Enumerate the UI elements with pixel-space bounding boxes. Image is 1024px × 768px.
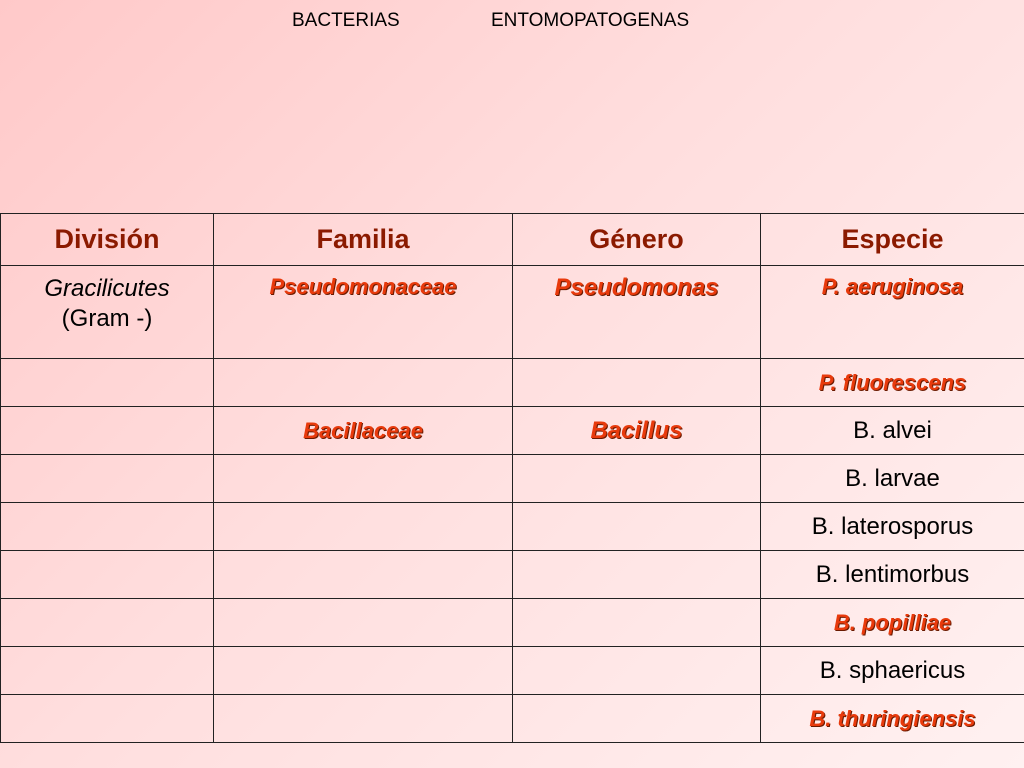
division-cell [1, 551, 214, 599]
genero-cell [513, 455, 761, 503]
especie-cell: P. aeruginosa [761, 266, 1024, 359]
table-row [1, 695, 1024, 743]
genero-cell: Pseudomonas [513, 266, 761, 359]
table-row [1, 455, 1024, 503]
division-cell [1, 455, 214, 503]
familia-cell [214, 599, 513, 647]
familia-cell: Bacillaceae [214, 407, 513, 455]
division-cell [1, 503, 214, 551]
especie-cell: B. popilliae [761, 599, 1024, 647]
division-gram: (Gram -) [61, 305, 153, 332]
table-header-row [1, 214, 1024, 266]
familia-cell [214, 503, 513, 551]
genero-cell [513, 551, 761, 599]
table-row [1, 359, 1024, 407]
header-familia: Familia [214, 214, 513, 266]
title-part-2: ENTOMOPATOGENAS [491, 10, 690, 31]
table-row [1, 266, 1024, 359]
header-division: División [1, 214, 214, 266]
familia-cell [214, 359, 513, 407]
especie-cell: P. fluorescens [761, 359, 1024, 407]
genero-cell: Bacillus [513, 407, 761, 455]
familia-cell [214, 647, 513, 695]
header-genero: Género [513, 214, 761, 266]
table-row [1, 599, 1024, 647]
especie-cell: B. lentimorbus [761, 551, 1024, 599]
division-name: Gracilicutes [44, 275, 170, 302]
division-cell [1, 266, 214, 359]
header-especie: Especie [761, 214, 1024, 266]
table-row [1, 503, 1024, 551]
table-row [1, 407, 1024, 455]
genero-cell [513, 647, 761, 695]
division-cell [1, 407, 214, 455]
especie-cell: B. larvae [761, 455, 1024, 503]
title-part-1: BACTERIAS [292, 10, 400, 31]
especie-cell: B. laterosporus [761, 503, 1024, 551]
division-cell [1, 359, 214, 407]
familia-cell [214, 551, 513, 599]
division-cell [1, 599, 214, 647]
genero-cell [513, 503, 761, 551]
especie-cell: B. alvei [761, 407, 1024, 455]
especie-cell: B. thuringiensis [761, 695, 1024, 743]
division-cell [1, 647, 214, 695]
familia-cell [214, 695, 513, 743]
familia-cell: Pseudomonaceae [214, 266, 513, 359]
taxonomy-table [0, 213, 1024, 743]
especie-cell: B. sphaericus [761, 647, 1024, 695]
slide-title [0, 10, 1024, 34]
genero-cell [513, 359, 761, 407]
genero-cell [513, 695, 761, 743]
familia-cell [214, 455, 513, 503]
table-row [1, 647, 1024, 695]
table-row [1, 551, 1024, 599]
division-cell [1, 695, 214, 743]
genero-cell [513, 599, 761, 647]
